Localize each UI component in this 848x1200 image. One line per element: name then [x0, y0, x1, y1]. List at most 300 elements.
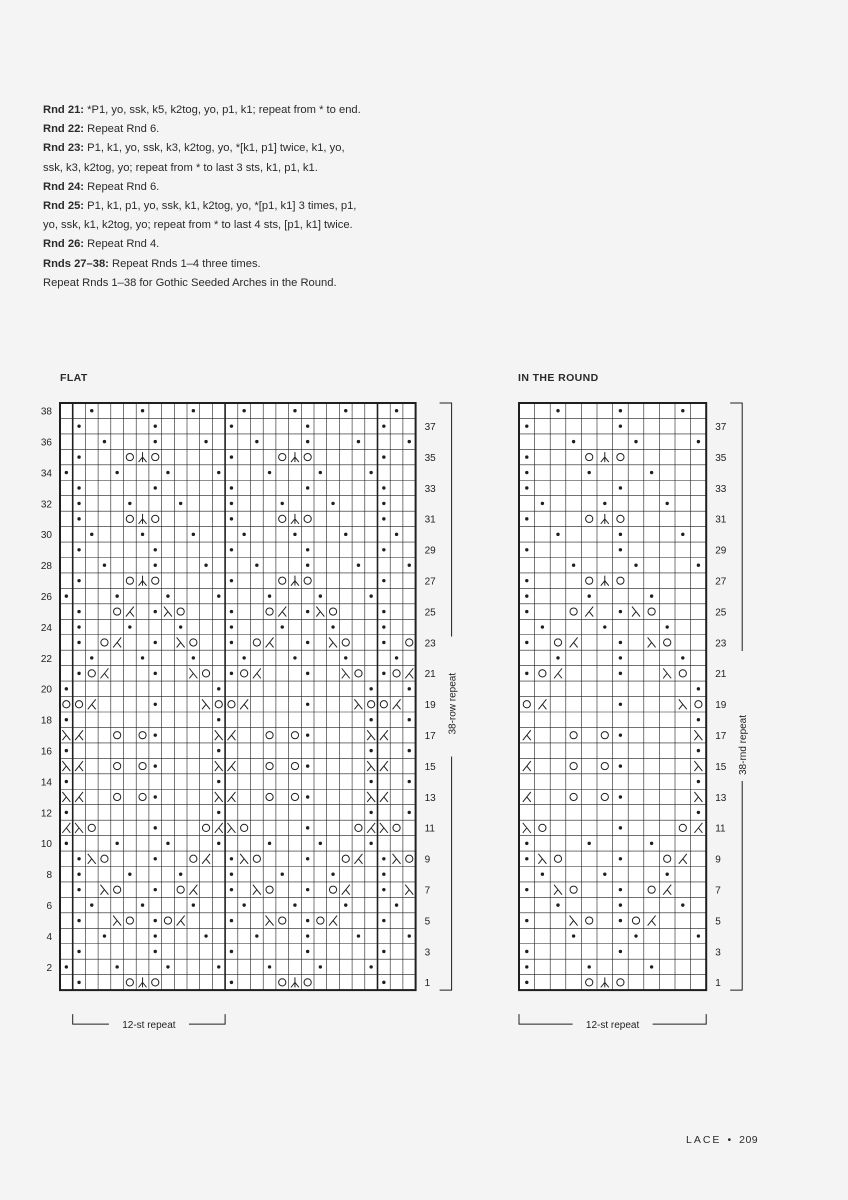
purl-symbol [525, 455, 528, 458]
purl-symbol [217, 471, 220, 474]
purl-symbol [382, 517, 385, 520]
flat-chart-title: FLAT [60, 372, 88, 384]
purl-symbol [65, 811, 68, 814]
purl-symbol [619, 733, 622, 736]
purl-symbol [166, 842, 169, 845]
flat-row-number-left: 20 [40, 684, 52, 696]
folio-page-number: 209 [739, 1134, 759, 1146]
purl-symbol [204, 440, 207, 443]
purl-symbol [395, 656, 398, 659]
round-row-number-right: 29 [715, 545, 727, 557]
purl-symbol [268, 842, 271, 845]
purl-symbol [77, 950, 80, 953]
purl-symbol [154, 703, 157, 706]
purl-symbol [128, 625, 131, 628]
flat-row-number-right: 9 [424, 854, 431, 866]
purl-symbol [242, 903, 245, 906]
purl-symbol [77, 424, 80, 427]
purl-symbol [697, 718, 700, 721]
purl-symbol [115, 594, 118, 597]
purl-symbol [697, 687, 700, 690]
purl-symbol [293, 409, 296, 412]
purl-symbol [344, 409, 347, 412]
purl-symbol [192, 409, 195, 412]
purl-symbol [650, 594, 653, 597]
purl-symbol [382, 857, 385, 860]
round-row-number-right: 13 [715, 792, 727, 804]
purl-symbol [306, 424, 309, 427]
purl-symbol [65, 471, 68, 474]
purl-symbol [77, 579, 80, 582]
flat-row-number-right: 35 [424, 452, 436, 464]
purl-symbol [619, 703, 622, 706]
purl-symbol [319, 471, 322, 474]
flat-row-number-left: 22 [40, 653, 52, 665]
round-row-number-right: 21 [715, 669, 727, 681]
purl-symbol [697, 780, 700, 783]
instruction-line: Rnd 25: P1, k1, p1, yo, ssk, k1, k2tog, yo, *[p1, k1] 3 times, p1, [43, 200, 357, 213]
purl-symbol [382, 641, 385, 644]
purl-symbol [357, 564, 360, 567]
purl-symbol [154, 440, 157, 443]
purl-symbol [541, 873, 544, 876]
round-row-number-right: 17 [715, 731, 727, 743]
purl-symbol [382, 424, 385, 427]
purl-symbol [382, 579, 385, 582]
purl-symbol [619, 764, 622, 767]
purl-symbol [369, 471, 372, 474]
flat-row-number-right: 37 [424, 422, 436, 434]
purl-symbol [357, 934, 360, 937]
purl-symbol [154, 672, 157, 675]
purl-symbol [65, 687, 68, 690]
purl-symbol [90, 533, 93, 536]
flat-row-number-left: 6 [46, 900, 52, 912]
round-row-number-right: 25 [715, 607, 727, 619]
purl-symbol [306, 440, 309, 443]
purl-symbol [525, 950, 528, 953]
purl-symbol [154, 934, 157, 937]
purl-symbol [268, 471, 271, 474]
flat-row-number-left: 38 [40, 406, 52, 418]
purl-symbol [395, 903, 398, 906]
page-folio: LACE • 209 [686, 1134, 759, 1146]
flat-row-number-left: 24 [40, 622, 52, 634]
purl-symbol [603, 502, 606, 505]
purl-symbol [650, 842, 653, 845]
flat-row-number-left: 18 [40, 715, 52, 727]
purl-symbol [166, 594, 169, 597]
purl-symbol [204, 564, 207, 567]
purl-symbol [65, 718, 68, 721]
purl-symbol [382, 950, 385, 953]
purl-symbol [154, 764, 157, 767]
purl-symbol [408, 780, 411, 783]
purl-symbol [192, 656, 195, 659]
purl-symbol [281, 502, 284, 505]
purl-symbol [556, 656, 559, 659]
purl-symbol [525, 965, 528, 968]
purl-symbol [77, 672, 80, 675]
purl-symbol [619, 919, 622, 922]
purl-symbol [154, 641, 157, 644]
purl-symbol [77, 486, 80, 489]
purl-symbol [293, 903, 296, 906]
purl-symbol [255, 934, 258, 937]
purl-symbol [306, 548, 309, 551]
purl-symbol [697, 934, 700, 937]
purl-symbol [369, 780, 372, 783]
purl-symbol [306, 764, 309, 767]
flat-row-number-left: 28 [40, 561, 52, 573]
purl-symbol [525, 548, 528, 551]
purl-symbol [217, 749, 220, 752]
purl-symbol [619, 424, 622, 427]
purl-symbol [154, 826, 157, 829]
purl-symbol [230, 641, 233, 644]
purl-symbol [666, 502, 669, 505]
purl-symbol [166, 965, 169, 968]
round-row-number-right: 27 [715, 576, 727, 588]
purl-symbol [128, 502, 131, 505]
flat-row-number-left: 36 [40, 437, 52, 449]
purl-symbol [230, 950, 233, 953]
purl-symbol [681, 656, 684, 659]
purl-symbol [408, 811, 411, 814]
purl-symbol [344, 533, 347, 536]
purl-symbol [255, 440, 258, 443]
instruction-line: Repeat Rnds 1–38 for Gothic Seeded Arches in the Round. [43, 276, 337, 289]
purl-symbol [77, 625, 80, 628]
purl-symbol [154, 919, 157, 922]
purl-symbol [650, 965, 653, 968]
purl-symbol [634, 564, 637, 567]
instruction-line: Rnd 22: Repeat Rnd 6. [43, 123, 160, 136]
purl-symbol [319, 965, 322, 968]
round-row-number-right: 33 [715, 483, 727, 495]
purl-symbol [306, 486, 309, 489]
flat-row-number-left: 2 [46, 962, 52, 974]
purl-symbol [525, 641, 528, 644]
flat-row-number-left: 34 [40, 468, 52, 480]
purl-symbol [306, 857, 309, 860]
round-row-number-right: 35 [715, 452, 727, 464]
purl-symbol [230, 579, 233, 582]
purl-symbol [369, 811, 372, 814]
purl-symbol [408, 934, 411, 937]
purl-symbol [154, 564, 157, 567]
purl-symbol [306, 672, 309, 675]
flat-row-number-left: 32 [40, 499, 52, 511]
purl-symbol [65, 594, 68, 597]
purl-symbol [525, 579, 528, 582]
purl-symbol [369, 687, 372, 690]
purl-symbol [331, 873, 334, 876]
purl-symbol [697, 440, 700, 443]
purl-symbol [306, 888, 309, 891]
purl-symbol [77, 857, 80, 860]
purl-symbol [619, 857, 622, 860]
round-rnd-repeat-label: 38-rnd repeat [738, 714, 750, 775]
purl-symbol [619, 795, 622, 798]
round-row-number-right: 37 [715, 422, 727, 434]
purl-symbol [115, 965, 118, 968]
purl-symbol [588, 965, 591, 968]
purl-symbol [306, 934, 309, 937]
purl-symbol [141, 409, 144, 412]
purl-symbol [230, 981, 233, 984]
purl-symbol [588, 594, 591, 597]
instruction-line: Rnds 27–38: Repeat Rnds 1–4 three times. [43, 257, 261, 270]
purl-symbol [77, 888, 80, 891]
purl-symbol [408, 564, 411, 567]
purl-symbol [154, 733, 157, 736]
flat-row-number-right: 21 [424, 669, 436, 681]
purl-symbol [382, 981, 385, 984]
flat-row-number-left: 8 [46, 870, 52, 882]
round-row-number-right: 19 [715, 700, 727, 712]
purl-symbol [128, 873, 131, 876]
purl-symbol [77, 919, 80, 922]
purl-symbol [369, 749, 372, 752]
purl-symbol [154, 950, 157, 953]
purl-symbol [408, 687, 411, 690]
purl-symbol [192, 533, 195, 536]
purl-symbol [281, 873, 284, 876]
instruction-line: yo, ssk, k1, k2tog, yo; repeat from * to last 4 sts, [p1, k1] twice. [43, 219, 353, 232]
purl-symbol [77, 981, 80, 984]
purl-symbol [166, 471, 169, 474]
flat-row-number-right: 15 [424, 761, 436, 773]
purl-symbol [268, 594, 271, 597]
purl-symbol [525, 919, 528, 922]
purl-symbol [331, 625, 334, 628]
round-st-repeat-label: 12-st repeat [585, 1020, 640, 1032]
flat-row-number-left: 30 [40, 530, 52, 542]
purl-symbol [525, 888, 528, 891]
purl-symbol [619, 486, 622, 489]
purl-symbol [382, 625, 385, 628]
purl-symbol [382, 610, 385, 613]
purl-symbol [556, 409, 559, 412]
purl-symbol [306, 826, 309, 829]
flat-row-number-right: 27 [424, 576, 436, 588]
purl-symbol [408, 440, 411, 443]
purl-symbol [65, 780, 68, 783]
purl-symbol [697, 564, 700, 567]
purl-symbol [192, 903, 195, 906]
purl-symbol [230, 919, 233, 922]
purl-symbol [681, 409, 684, 412]
purl-symbol [369, 594, 372, 597]
purl-symbol [382, 919, 385, 922]
purl-symbol [525, 486, 528, 489]
purl-symbol [154, 857, 157, 860]
purl-symbol [619, 672, 622, 675]
round-row-number-right: 5 [715, 916, 721, 928]
purl-symbol [681, 533, 684, 536]
purl-symbol [556, 533, 559, 536]
purl-symbol [681, 903, 684, 906]
purl-symbol [154, 795, 157, 798]
purl-symbol [331, 502, 334, 505]
flat-row-number-right: 33 [424, 483, 436, 495]
round-row-number-right: 11 [715, 823, 726, 835]
purl-symbol [357, 440, 360, 443]
purl-symbol [204, 934, 207, 937]
purl-symbol [230, 873, 233, 876]
purl-symbol [666, 625, 669, 628]
purl-symbol [154, 548, 157, 551]
flat-row-number-right: 3 [424, 947, 431, 959]
purl-symbol [306, 610, 309, 613]
purl-symbol [619, 888, 622, 891]
purl-symbol [697, 749, 700, 752]
purl-symbol [230, 672, 233, 675]
purl-symbol [382, 548, 385, 551]
purl-symbol [103, 564, 106, 567]
purl-symbol [281, 625, 284, 628]
purl-symbol [217, 780, 220, 783]
purl-symbol [525, 842, 528, 845]
flat-row-number-right: 11 [424, 823, 435, 835]
folio-section: LACE [686, 1134, 722, 1146]
purl-symbol [141, 533, 144, 536]
purl-symbol [154, 610, 157, 613]
purl-symbol [90, 409, 93, 412]
round-row-number-right: 7 [715, 885, 721, 897]
purl-symbol [619, 610, 622, 613]
purl-symbol [230, 610, 233, 613]
purl-symbol [65, 842, 68, 845]
purl-symbol [103, 934, 106, 937]
purl-symbol [603, 873, 606, 876]
purl-symbol [217, 718, 220, 721]
flat-row-number-right: 1 [424, 978, 431, 990]
purl-symbol [242, 409, 245, 412]
flat-row-number-right: 5 [424, 916, 431, 928]
flat-row-number-right: 19 [424, 700, 436, 712]
purl-symbol [382, 672, 385, 675]
purl-symbol [588, 842, 591, 845]
purl-symbol [619, 533, 622, 536]
instruction-line: Rnd 24: Repeat Rnd 6. [43, 180, 160, 193]
purl-symbol [666, 873, 669, 876]
purl-symbol [556, 903, 559, 906]
purl-symbol [306, 641, 309, 644]
purl-symbol [115, 842, 118, 845]
purl-symbol [306, 703, 309, 706]
purl-symbol [395, 409, 398, 412]
purl-symbol [588, 471, 591, 474]
purl-symbol [230, 424, 233, 427]
purl-symbol [217, 811, 220, 814]
round-chart-title: IN THE ROUND [518, 372, 599, 384]
purl-symbol [369, 842, 372, 845]
purl-symbol [525, 857, 528, 860]
purl-symbol [230, 888, 233, 891]
flat-row-number-left: 12 [40, 808, 52, 820]
purl-symbol [697, 811, 700, 814]
purl-symbol [619, 826, 622, 829]
purl-symbol [619, 409, 622, 412]
purl-symbol [154, 424, 157, 427]
purl-symbol [141, 656, 144, 659]
purl-symbol [179, 502, 182, 505]
round-row-number-right: 9 [715, 854, 721, 866]
purl-symbol [77, 873, 80, 876]
purl-symbol [77, 455, 80, 458]
purl-symbol [634, 440, 637, 443]
purl-symbol [242, 656, 245, 659]
purl-symbol [382, 455, 385, 458]
purl-symbol [650, 471, 653, 474]
purl-symbol [619, 641, 622, 644]
purl-symbol [306, 795, 309, 798]
purl-symbol [306, 950, 309, 953]
purl-symbol [319, 842, 322, 845]
purl-symbol [603, 625, 606, 628]
purl-symbol [230, 857, 233, 860]
purl-symbol [268, 965, 271, 968]
purl-symbol [541, 625, 544, 628]
purl-symbol [230, 517, 233, 520]
instruction-line: Rnd 26: Repeat Rnd 4. [43, 238, 160, 251]
purl-symbol [408, 718, 411, 721]
purl-symbol [242, 533, 245, 536]
purl-symbol [154, 888, 157, 891]
purl-symbol [77, 641, 80, 644]
purl-symbol [293, 656, 296, 659]
purl-symbol [217, 687, 220, 690]
purl-symbol [344, 656, 347, 659]
purl-symbol [369, 718, 372, 721]
flat-row-number-left: 4 [46, 931, 52, 943]
round-row-number-right: 31 [715, 514, 727, 526]
purl-symbol [154, 486, 157, 489]
purl-symbol [77, 548, 80, 551]
purl-symbol [369, 965, 372, 968]
purl-symbol [572, 564, 575, 567]
flat-row-number-left: 10 [40, 839, 52, 851]
purl-symbol [344, 903, 347, 906]
purl-symbol [65, 749, 68, 752]
purl-symbol [293, 533, 296, 536]
purl-symbol [408, 749, 411, 752]
purl-symbol [306, 919, 309, 922]
purl-symbol [319, 594, 322, 597]
purl-symbol [77, 610, 80, 613]
purl-symbol [255, 564, 258, 567]
purl-symbol [77, 517, 80, 520]
purl-symbol [382, 873, 385, 876]
flat-row-number-left: 26 [40, 591, 52, 603]
purl-symbol [382, 486, 385, 489]
purl-symbol [90, 903, 93, 906]
purl-symbol [525, 471, 528, 474]
purl-symbol [141, 903, 144, 906]
instruction-line: Rnd 21: *P1, yo, ssk, k5, k2tog, yo, p1, k1; repeat from * to end. [43, 104, 361, 116]
purl-symbol [525, 610, 528, 613]
purl-symbol [90, 656, 93, 659]
flat-row-number-right: 25 [424, 607, 436, 619]
purl-symbol [217, 965, 220, 968]
purl-symbol [525, 517, 528, 520]
instruction-line: Rnd 23: P1, k1, yo, ssk, k3, k2tog, yo, *[k1, p1] twice, k1, yo, [43, 142, 345, 155]
purl-symbol [103, 440, 106, 443]
purl-symbol [619, 656, 622, 659]
purl-symbol [382, 502, 385, 505]
